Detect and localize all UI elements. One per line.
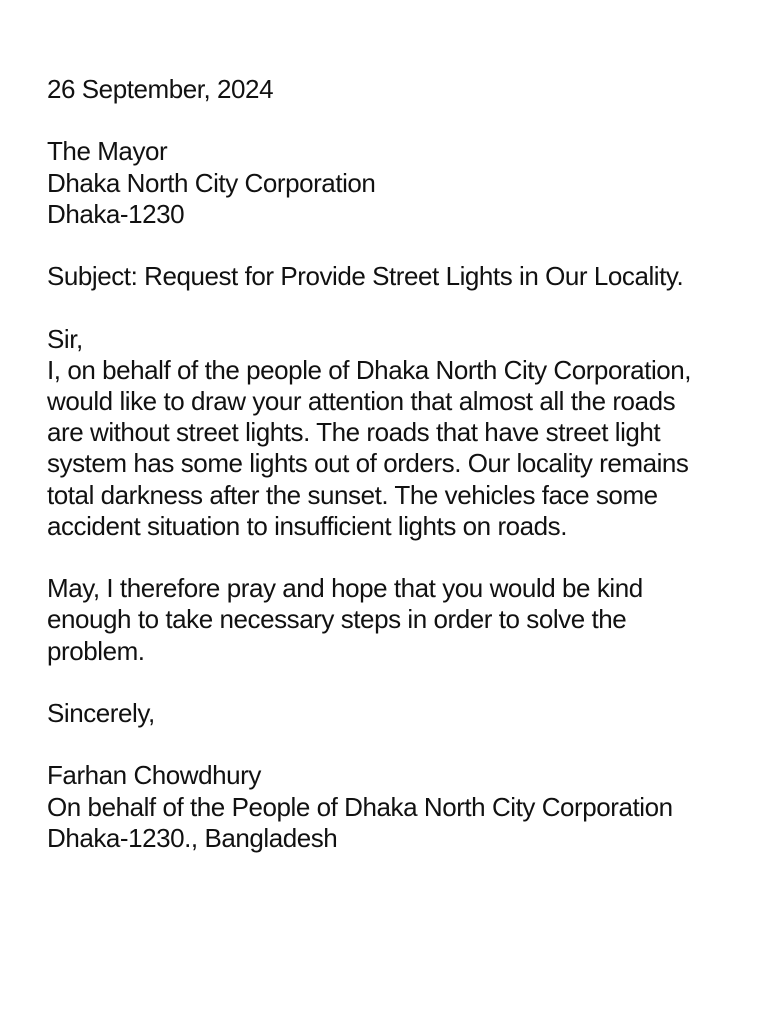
spacer [47, 729, 747, 760]
letter [47, 74, 747, 854]
recipient-title: The Mayor [47, 136, 168, 167]
spacer [47, 230, 747, 261]
body-line: problem. [47, 635, 145, 666]
body-line: total darkness after the sunset. The vehicles face some [47, 479, 658, 510]
letter-date: 26 September, 2024 [47, 74, 274, 104]
letter-closing: Sincerely, [47, 697, 155, 728]
body-line: system has some lights out of orders. Our locality remains [47, 448, 689, 479]
sender-name: Farhan Chowdhury [47, 760, 261, 791]
sender-address: Dhaka-1230., Bangladesh [47, 822, 338, 853]
letter-subject: Subject: Request for Provide Street Lights in Our Locality. [47, 261, 684, 292]
spacer [47, 667, 747, 698]
sender-block [47, 760, 747, 854]
body-paragraph-2 [47, 573, 747, 667]
recipient-organization: Dhaka North City Corporation [47, 167, 376, 198]
recipient-block [47, 136, 747, 230]
body-line: are without street lights. The roads that have street light [47, 417, 661, 448]
recipient-address: Dhaka-1230 [47, 198, 185, 229]
spacer [47, 292, 747, 323]
body-line: I, on behalf of the people of Dhaka North City Corporation, [47, 354, 692, 385]
body-line: enough to take necessary steps in order to solve the [47, 604, 627, 635]
spacer [47, 542, 747, 573]
body-paragraph-1 [47, 355, 747, 542]
spacer [47, 105, 747, 136]
body-line: would like to draw your attention that almost all the roads [47, 385, 676, 416]
body-line: accident situation to insufficient lights on roads. [47, 510, 568, 541]
body-line: May, I therefore pray and hope that you would be kind [47, 573, 643, 604]
sender-on-behalf: On behalf of the People of Dhaka North City Corporation [47, 791, 673, 822]
letter-salutation: Sir, [47, 323, 83, 354]
